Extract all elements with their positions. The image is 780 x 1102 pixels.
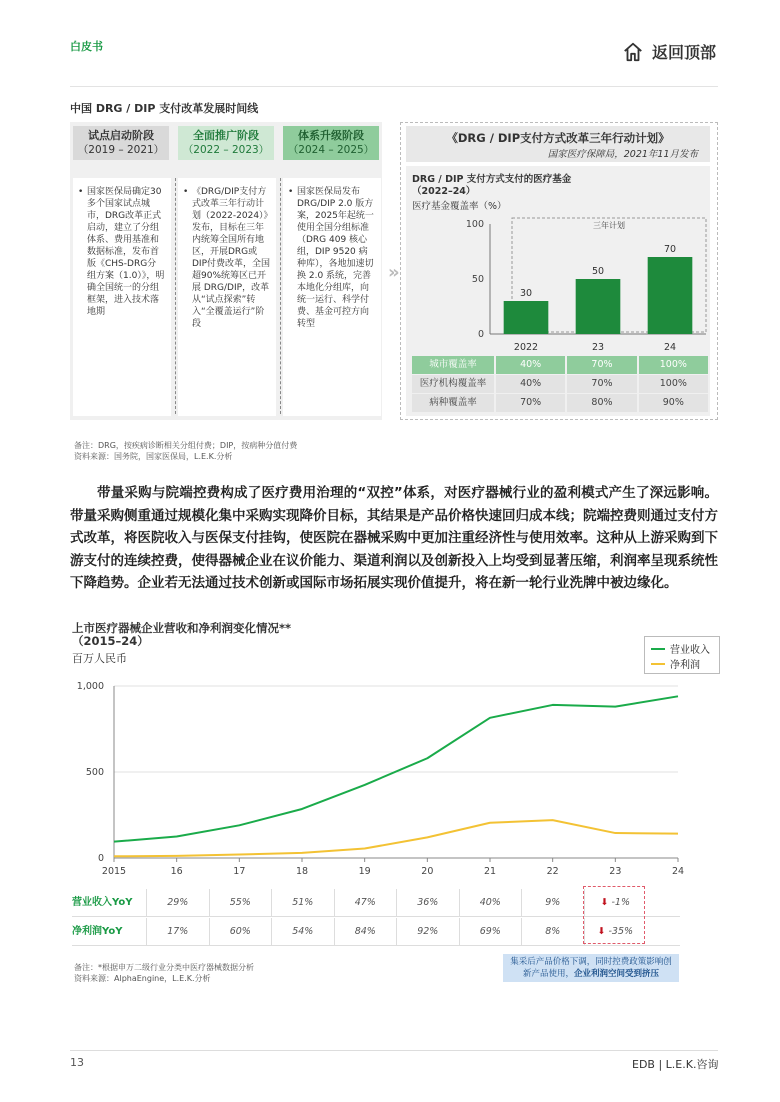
- coverage-row-institution: [412, 375, 708, 393]
- coverage-cell: 100%: [639, 375, 708, 393]
- x-tick-label: 17: [233, 866, 246, 877]
- phase-years: （2022 – 2023）: [182, 144, 270, 156]
- yoy-value: 9%: [521, 889, 584, 916]
- yoy-value: 29%: [146, 889, 209, 916]
- legend-label: 营业收入: [670, 645, 710, 656]
- yoy-value: 17%: [146, 918, 209, 945]
- phase-divider: [175, 178, 176, 414]
- coverage-label: 城市覆盖率: [412, 356, 494, 374]
- plan-period-label: 三年计划: [593, 221, 625, 230]
- chart-legend: [644, 636, 720, 674]
- document-type-tag: 白皮书: [70, 40, 103, 53]
- body-paragraph: 带量采购与院端控费构成了医疗费用治理的“双控”体系，对医疗器械行业的盈利模式产生了深远影响。带量采购侧重通过规模化集中采购实现降价目标，其结果是产品价格快速回归成本线；院端控费则通过支付方式改革，将医院收入与医保支付挂钩，使医院在器械采购中更加注重经济性与使用效率。这种从上游采购到下游支付的连续控费，使得器械企业在议价能力、渠道利润以及创新投入上均受到显著压缩，利润率呈现系统性下降趋势。企业若无法通过技术创新或国际市场拓展实现价值提升，将在新一轮行业洗牌中被边缘化。: [70, 485, 718, 591]
- yoy-value: 60%: [209, 918, 272, 945]
- source-line: 资料来源：国务院，国家医保局，L.E.K.分析: [74, 452, 233, 461]
- arrow-down-icon: ⬇: [600, 897, 609, 908]
- x-tick-label: 21: [483, 866, 497, 877]
- yoy-value: 92%: [396, 918, 459, 945]
- y-tick-label: 50: [471, 274, 484, 285]
- bar-value-label: 50: [591, 266, 605, 277]
- phase-tab-rollout: [178, 126, 274, 160]
- phase-name: 试点启动阶段: [88, 129, 154, 142]
- home-icon: [622, 41, 644, 63]
- phase-description: • 国家医保局发布 DRG/DIP 2.0 版方案，2025年起统一使用全国分组标准（DRG 409 核心组，DIP 9520 病种库），各地加速切换 2.0 系统，完善本地化分组库，向统一运行、科学付费、基金可控方向转型: [283, 178, 381, 416]
- x-tick-label: 23: [609, 866, 622, 877]
- header-divider: [70, 86, 718, 87]
- note-line: 备注：DRG，按疾病诊断相关分组付费；DIP，按病种分值付费: [74, 441, 298, 450]
- x-tick-label: 20: [421, 866, 434, 877]
- yoy-value: 47%: [334, 889, 397, 916]
- legend-label: 净利润: [670, 660, 700, 671]
- footer-brand: EDB | L.E.K.咨询: [632, 1058, 719, 1071]
- fund-bar-chart: [406, 206, 710, 356]
- back-to-top-label: 返回顶部: [652, 43, 717, 62]
- x-tick-label: 24: [663, 342, 677, 353]
- coverage-label: 医疗机构覆盖率: [412, 375, 494, 393]
- revenue-chart-unit: 百万人民币: [72, 652, 127, 665]
- x-tick-label: 22: [546, 866, 559, 877]
- revenue-chart-title-line: 上市医疗器械企业营收和净利润变化情况**: [72, 621, 292, 635]
- y-tick-label: 100: [465, 219, 484, 230]
- coverage-cell: 70%: [496, 394, 565, 412]
- timeline-title: 中国 DRG / DIP 支付改革发展时间线: [70, 102, 259, 115]
- yoy-label: 净利润YoY: [72, 926, 123, 937]
- x-tick-label: 16: [170, 866, 183, 877]
- plan-title: 《DRG / DIP支付方式改革三年行动计划》: [446, 131, 670, 145]
- revenue-chart-title: [72, 622, 291, 648]
- x-tick-label: 2015: [101, 866, 127, 877]
- bar-value-label: 70: [663, 244, 677, 255]
- chevron-right-icon: »: [388, 262, 396, 283]
- arrow-down-icon: ⬇: [597, 926, 606, 937]
- coverage-cell: 80%: [567, 394, 636, 412]
- revenue-series-line: [114, 696, 678, 841]
- x-tick-label: 2022: [513, 342, 539, 353]
- y-tick-label: 1,000: [76, 681, 104, 692]
- phase-years: （2024 – 2025）: [287, 144, 375, 156]
- callout-emphasis: 企业利润空间受到挤压: [574, 969, 660, 979]
- coverage-cell: 40%: [496, 356, 565, 374]
- legend-swatch: [651, 648, 665, 650]
- note-line: 备注：*根据申万二级行业分类中医疗器械数据分析: [74, 963, 254, 972]
- bar: [648, 257, 693, 334]
- callout-line: 集采后产品价格下调，同时控费政策影响创: [510, 957, 672, 967]
- coverage-label: 病种覆盖率: [412, 394, 494, 412]
- callout-text: 新产品使用，: [522, 969, 574, 979]
- yoy-value-text: -35%: [608, 926, 634, 937]
- timeline-notes: [74, 440, 297, 462]
- x-tick-label: 23: [591, 342, 605, 353]
- legend-item-profit: [651, 656, 700, 671]
- fund-chart-title-line: （2022–24）: [412, 186, 476, 197]
- coverage-cell: 70%: [567, 356, 636, 374]
- footer-divider: [70, 1050, 718, 1051]
- timeline-panel: [70, 122, 382, 420]
- page-number: 13: [70, 1056, 84, 1069]
- fund-chart-title: [412, 174, 571, 198]
- yoy-label: 营业收入YoY: [72, 897, 133, 908]
- phase-tab-pilot: [73, 126, 169, 160]
- yoy-value: 55%: [209, 889, 272, 916]
- yoy-value: 69%: [459, 918, 522, 945]
- yoy-value: 8%: [521, 918, 584, 945]
- fund-chart-title-line: DRG / DIP 支付方式支付的医疗基金: [412, 174, 572, 185]
- phase-name: 全面推广阶段: [193, 129, 259, 142]
- y-tick-label: 0: [97, 853, 104, 864]
- legend-item-revenue: [651, 641, 710, 656]
- coverage-cell: 70%: [567, 375, 636, 393]
- yoy-value: 40%: [459, 889, 522, 916]
- profit-series-line: [114, 820, 678, 856]
- profit-squeeze-callout: [503, 954, 679, 982]
- coverage-cell: 90%: [639, 394, 708, 412]
- bar: [504, 301, 549, 334]
- coverage-cell: 100%: [639, 356, 708, 374]
- phase-description: • 《DRG/DIP支付方式改革三年行动计划（2022-2024）》发布，目标在三年内统筹全国所有地区，开展DRG或DIP付费改革，全国超90%统筹区已开展 DRG/DIP，改革从“试点探索”转入“全覆盖运行”阶段: [178, 178, 276, 416]
- phase-divider: [280, 178, 281, 414]
- plan-subtitle: 国家医疗保障局，2021年11月发布: [547, 149, 698, 160]
- yoy-value: 51%: [271, 889, 334, 916]
- yoy-value-text: -1%: [611, 897, 630, 908]
- phase-name: 体系升级阶段: [298, 129, 364, 142]
- callout-line: [503, 968, 679, 980]
- back-to-top-button[interactable]: [622, 40, 716, 63]
- phase-tab-upgrade: [283, 126, 379, 160]
- coverage-row-disease: [412, 394, 708, 412]
- bar-value-label: 30: [519, 288, 533, 299]
- yoy-value: 36%: [396, 889, 459, 916]
- source-line: 资料来源：AlphaEngine，L.E.K.分析: [74, 974, 211, 983]
- coverage-cell: 40%: [496, 375, 565, 393]
- yoy-value: 84%: [334, 918, 397, 945]
- y-tick-label: 0: [477, 329, 484, 340]
- negative-highlight-frame: [583, 886, 645, 944]
- chart-notes: [74, 962, 254, 984]
- yoy-value: 54%: [271, 918, 334, 945]
- fund-chart-ylabel: 医疗基金覆盖率（%）: [412, 201, 507, 212]
- x-tick-label: 18: [295, 866, 309, 877]
- revenue-chart-title-line: （2015–24）: [72, 634, 149, 648]
- revenue-line-chart: [60, 676, 720, 882]
- y-tick-label: 500: [85, 767, 104, 778]
- x-tick-label: 24: [671, 866, 685, 877]
- x-tick-label: 19: [358, 866, 371, 877]
- legend-swatch: [651, 663, 665, 665]
- plan-header: [406, 126, 710, 162]
- coverage-row-city: [412, 356, 708, 374]
- phase-years: （2019 – 2021）: [77, 144, 165, 156]
- phase-description: • 国家医保局确定30多个国家试点城市，DRG改革正式启动，建立了分组体系、费用基准和数据标准，发布首版《CHS-DRG分组方案（1.0）》，明确全国统一的分组框架，进入技术落地期: [73, 178, 171, 416]
- bar: [576, 279, 621, 334]
